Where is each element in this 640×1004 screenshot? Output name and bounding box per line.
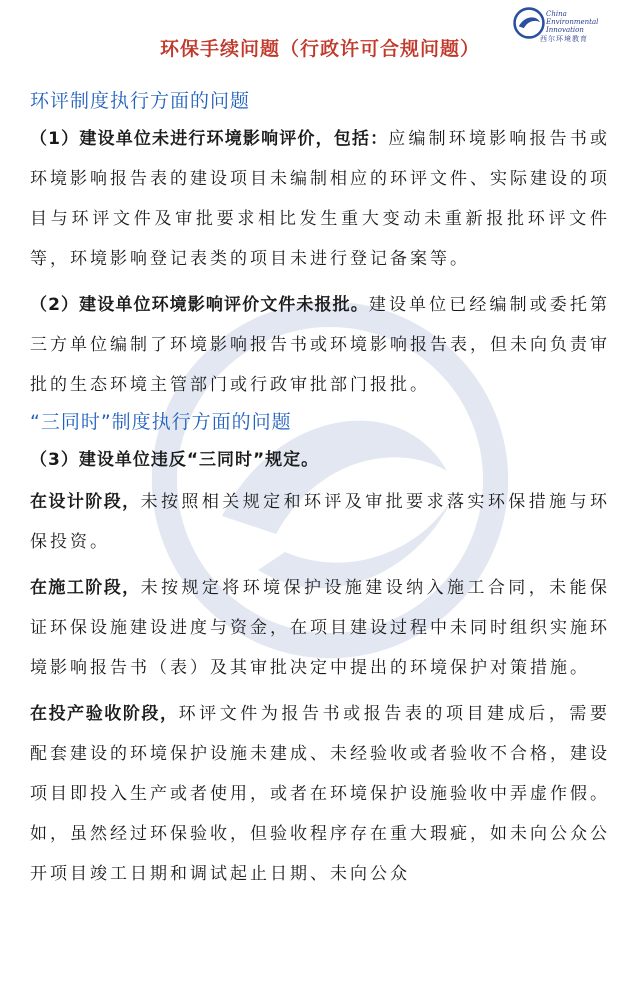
paragraph-text: 未按规定将环境保护设施建设纳入施工合同，未能保证环保设施建设进度与资金，在项目建设过程中未同时组织实施环境影响报告书（表）及其审批决定中提出的环境保护对策措施。 (30, 578, 611, 678)
page-title: 环保手续问题（行政许可合规问题） (159, 38, 480, 60)
paragraph-lead: 在施工阶段， (30, 578, 141, 598)
paragraph-lead: 在设计阶段， (30, 492, 141, 512)
brand-logo-en: China Environmental Innovation (546, 10, 599, 34)
paragraph-design-stage (30, 482, 610, 562)
paragraph-item-2 (30, 285, 610, 405)
paragraph-text: 应编制环境影响报告书或环境影响报告表的建设项目未编制相应的环评文件、实际建设的项目与环评文件及审批要求相比发生重大变动未重新报批环评文件等，环境影响登记表类的项目未进行登记备案等。 (30, 129, 611, 269)
paragraph-construction-stage (30, 568, 610, 688)
paragraph-lead: 在投产验收阶段， (30, 704, 179, 724)
paragraph-lead: （1）建设单位未进行环境影响评价，包括： (30, 129, 389, 149)
paragraph-lead: （3）建设单位违反“三同时”规定。 (30, 450, 320, 470)
paragraph-lead: （2）建设单位环境影响评价文件未报批。 (30, 295, 369, 315)
paragraph-text: 环评文件为报告书或报告表的项目建成后，需要配套建设的环境保护设施未建成、未经验收或者验收不合格，建设项目即投入生产或者使用，或者在环境保护设施验收中弄虚作假。如，虽然经过环保验收，但验收程序存在重大瑕疵，如未向公众公开项目竣工日期和调试起止日期、未向公众 (30, 704, 611, 884)
brand-logo-cn: 西尔环境教育 (540, 35, 588, 43)
paragraph-item-3 (30, 440, 610, 480)
document-body (30, 86, 610, 900)
paragraph-acceptance-stage (30, 694, 610, 894)
section-heading-three-simultaneous: “三同时”制度执行方面的问题 (30, 411, 292, 433)
paragraph-text: 建设单位已经编制或委托第三方单位编制了环境影响报告书或环境影响报告表，但未向负责审批的生态环境主管部门或行政审批部门报批。 (30, 295, 611, 395)
section-heading-eia: 环评制度执行方面的问题 (30, 90, 251, 112)
paragraph-text: 未按照相关规定和环评及审批要求落实环保措施与环保投资。 (30, 492, 611, 552)
paragraph-item-1 (30, 119, 610, 279)
